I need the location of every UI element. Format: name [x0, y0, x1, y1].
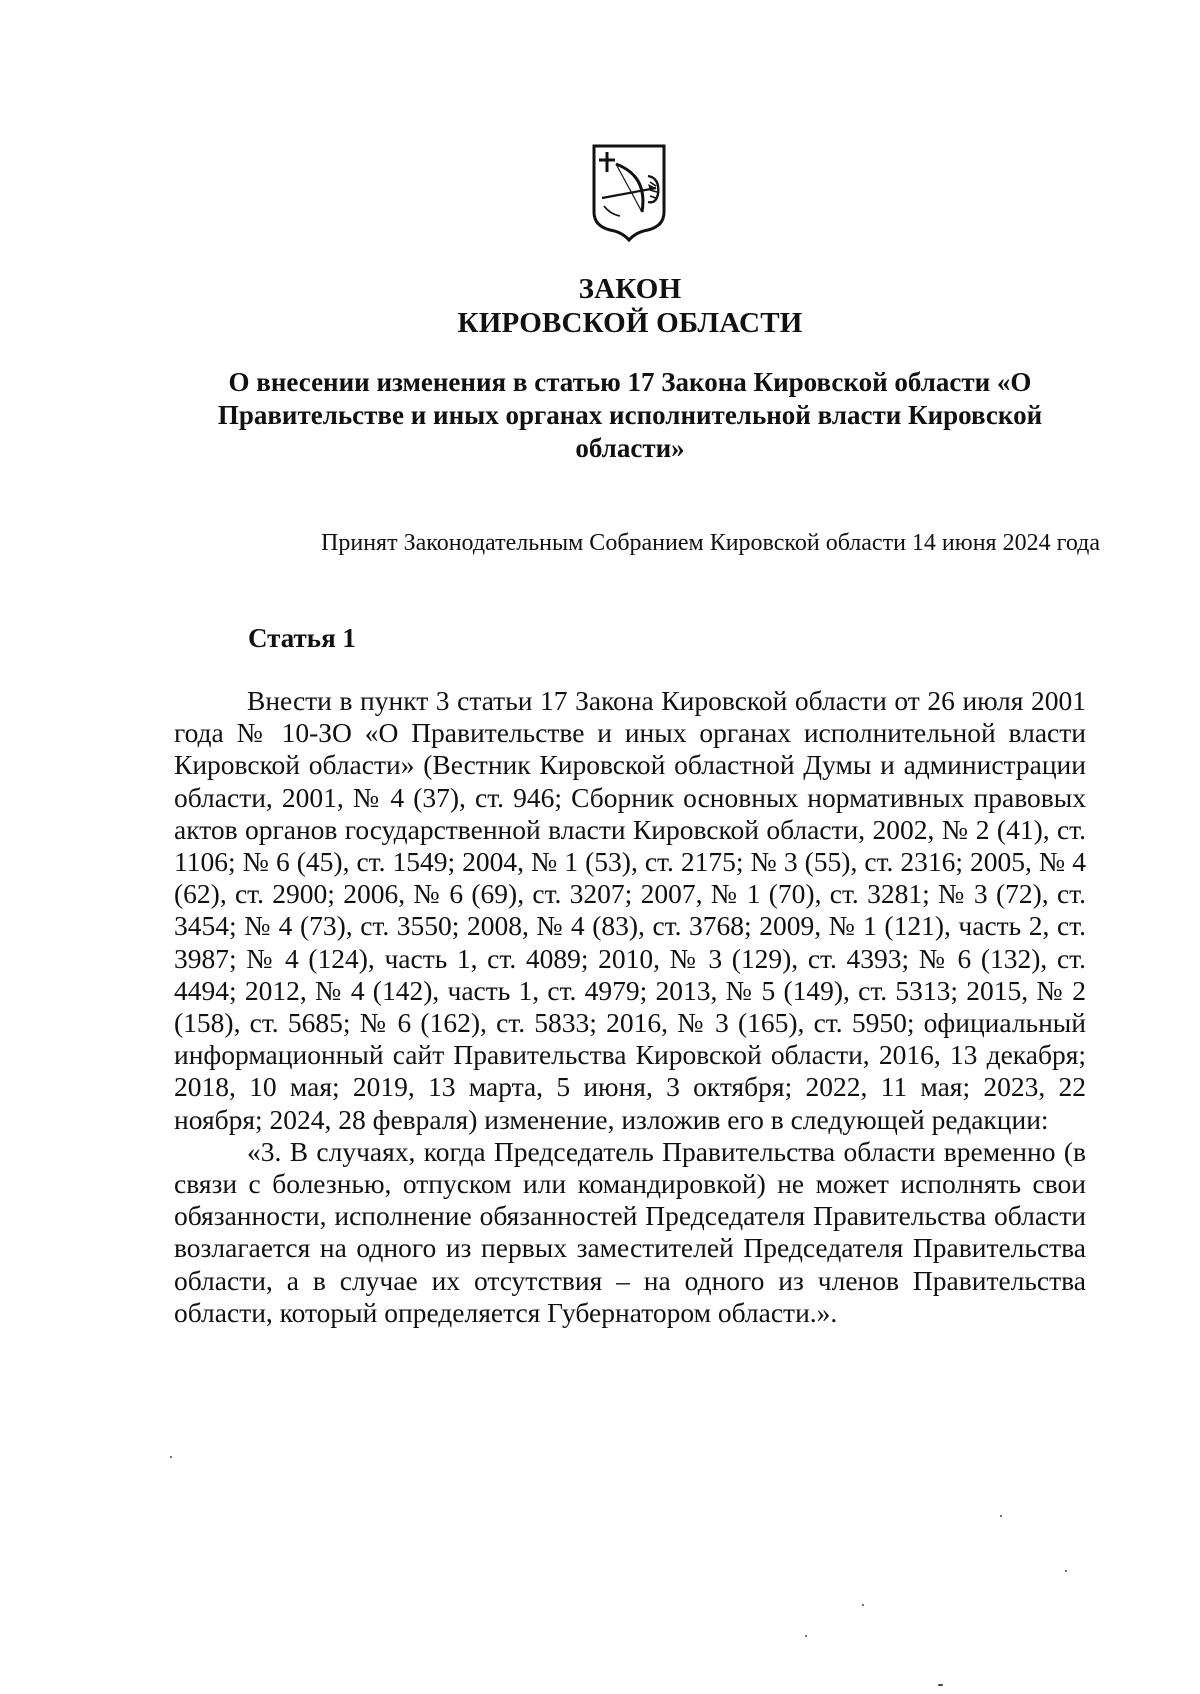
article-heading: Статья 1 — [248, 623, 356, 653]
article-paragraph-2: «3. В случаях, когда Председатель Правительства области временно (в связи с болезнью, отпуском или командировкой) не может исполнять свои обязанности, исполнение обязанностей Председателя Правительства области возлагается на одного из первых заместителей Председателя Правительства области, а в случае их отсутствия – на одного из членов Правительства области, который определяется Губернатором области.». — [174, 1135, 1086, 1328]
law-title-line-1: ЗАКОН — [578, 273, 682, 305]
law-subject: О внесении изменения в статью 17 Закона Кировской области «О Правительстве и иных органах исполнительной власти Кировской области» — [217, 367, 1043, 463]
article-body — [174, 685, 1086, 1329]
law-title-line-2: КИРОВСКОЙ ОБЛАСТИ — [457, 307, 803, 339]
kirov-oblast-coat-of-arms-icon — [590, 142, 668, 242]
article-paragraph-1: Внести в пункт 3 статьи 17 Закона Кировской области от 26 июля 2001 года № 10-ЗО «О Правительстве и иных органах исполнительной власти Кировской области» (Вестник Кировской областной Думы и администрации области, 2001, № 4 (37), ст. 946; Сборник основных нормативных правовых актов органов государственной власти Кировской области, 2002, № 2 (41), ст. 1106; № 6 (45), ст. 1549; 2004, № 1 (53), ст. 2175; № 3 (55), ст. 2316; 2005, № 4 (62), ст. 2900; 2006, № 6 (69), ст. 3207; 2007, № 1 (70), ст. 3281; № 3 (72), ст. 3454; № 4 (73), ст. 3550; 2008, № 4 (83), ст. 3768; 2009, № 1 (121), часть 2, ст. 3987; № 4 (124), часть 1, ст. 4089; 2010, № 3 (129), ст. 4393; № 6 (132), ст. 4494; 2012, № 4 (142), часть 1, ст. 4979; 2013, № 5 (149), ст. 5313; 2015, № 2 (158), ст. 5685; № 6 (162), ст. 5833; 2016, № 3 (165), ст. 5950; официальный информационный сайт Правительства Кировской области, 2016, 13 декабря; 2018, 10 мая; 2019, 13 марта, 5 июня, 3 октября; 2022, 11 мая; 2023, 22 ноября; 2024, 28 февраля) изменение, изложив его в следующей редакции: — [174, 685, 1086, 1135]
adoption-note: Принят Законодательным Собранием Кировской области 14 июня 2024 года — [321, 530, 1100, 556]
